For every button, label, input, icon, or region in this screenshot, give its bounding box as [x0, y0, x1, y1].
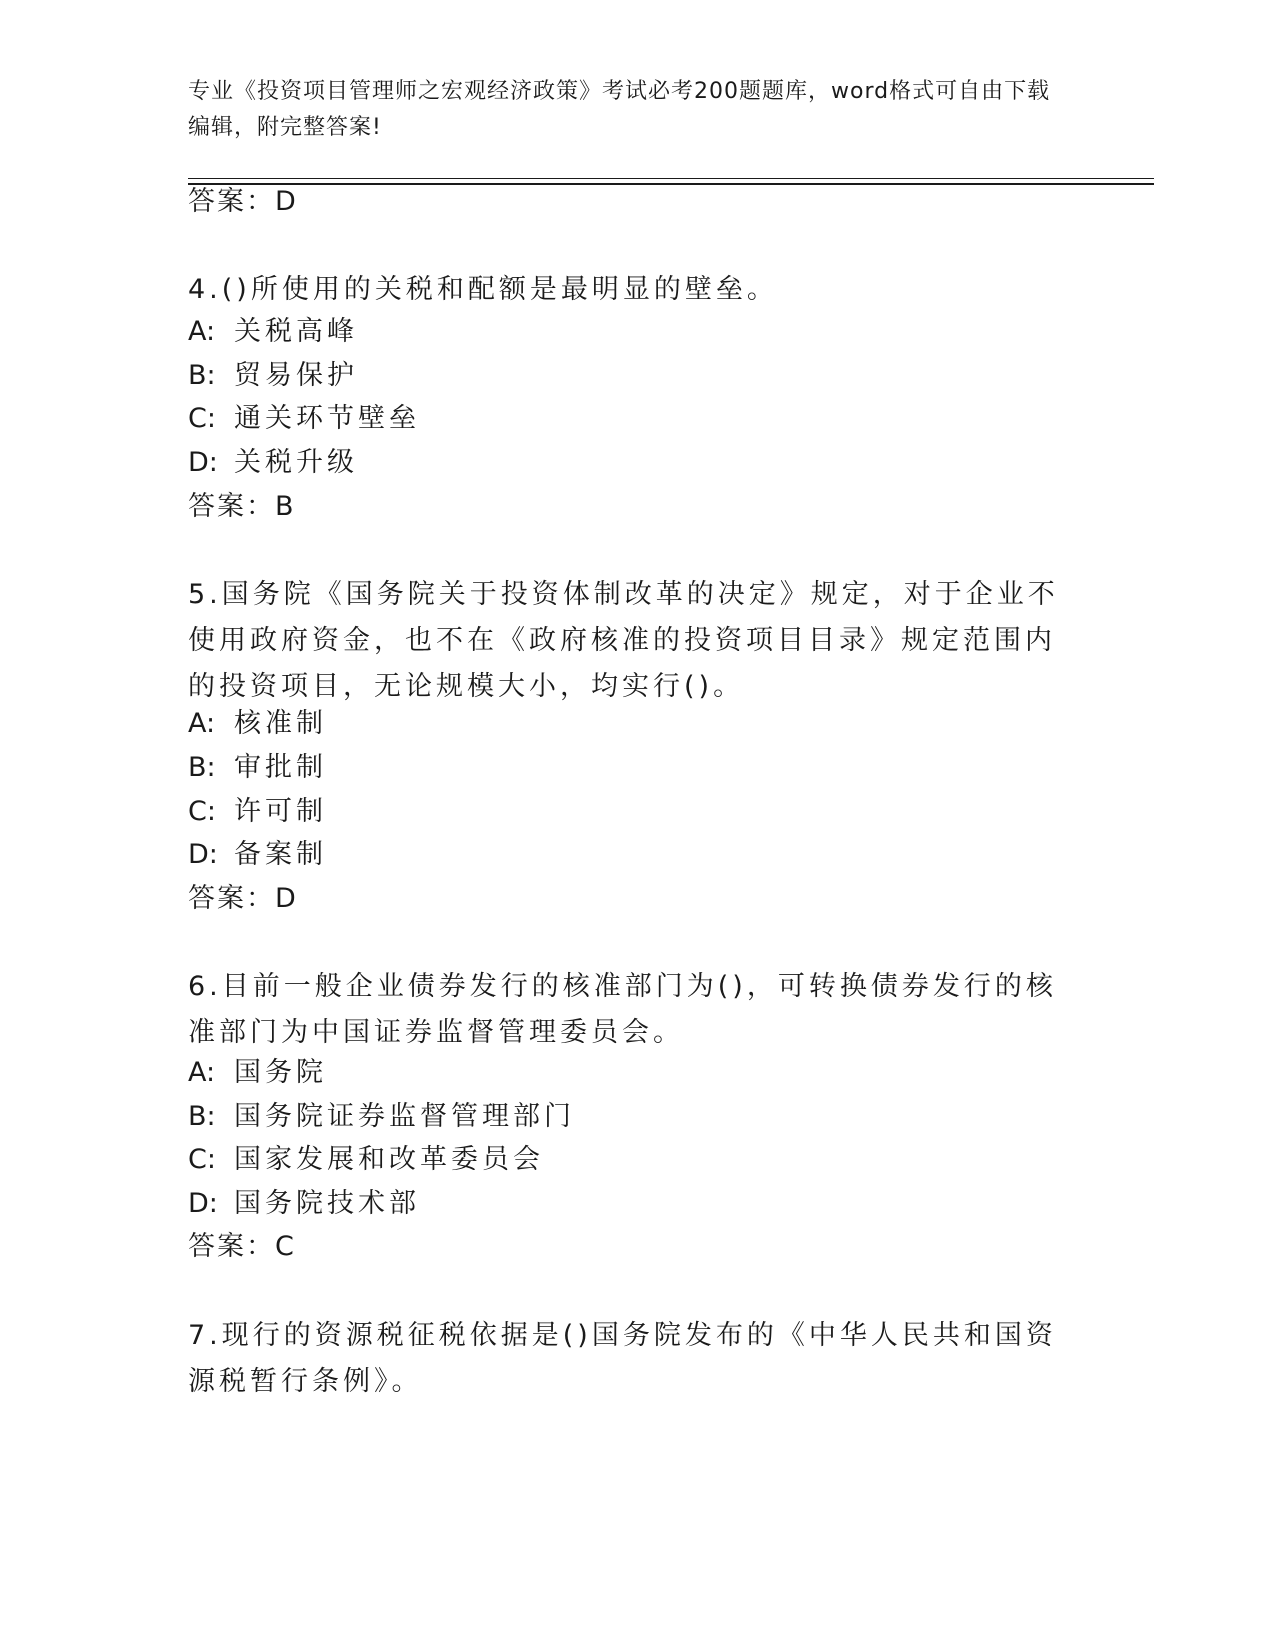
- option-letter: D:: [188, 447, 218, 478]
- option-letter: A:: [188, 316, 216, 347]
- option-text: 国务院技术部: [234, 1188, 420, 1219]
- option-text: 关税高峰: [234, 316, 358, 347]
- q4-option-b: [188, 356, 358, 396]
- option-letter: D:: [188, 1188, 218, 1219]
- header-rule-thin: [188, 178, 1154, 179]
- answer-previous: 答案：D: [188, 186, 298, 217]
- question-5: 5.国务院《国务院关于投资体制改革的决定》规定，对于企业不使用政府资金，也不在《政府核准的投资项目目录》规定范围内的投资项目，无论规模大小，均实行()。: [188, 579, 1059, 702]
- option-letter: B:: [188, 752, 216, 783]
- option-text: 通关环节壁垒: [234, 403, 420, 434]
- option-letter: C:: [188, 1144, 216, 1175]
- q5-option-b: [188, 748, 327, 788]
- option-letter: D:: [188, 839, 218, 870]
- option-letter: B:: [188, 360, 216, 391]
- q6-option-c: [188, 1140, 544, 1180]
- question-6: 6.目前一般企业债券发行的核准部门为()，可转换债券发行的核准部门为中国证券监督管理委员会。: [188, 971, 1057, 1048]
- question-4: 4.()所使用的关税和配额是最明显的壁垒。: [188, 274, 778, 305]
- option-text: 审批制: [234, 752, 327, 783]
- q5-option-d: [188, 835, 327, 875]
- option-letter: C:: [188, 403, 216, 434]
- q4-option-c: [188, 399, 420, 439]
- header-rule-thick: [188, 183, 1154, 185]
- option-text: 国务院: [234, 1057, 327, 1088]
- q5-answer: 答案：D: [188, 883, 298, 914]
- option-text: 核准制: [234, 708, 327, 739]
- option-letter: A:: [188, 1057, 216, 1088]
- q6-option-b: [188, 1097, 575, 1137]
- option-text: 贸易保护: [234, 360, 358, 391]
- option-text: 关税升级: [234, 447, 358, 478]
- option-letter: B:: [188, 1101, 216, 1132]
- document-header: 专业《投资项目管理师之宏观经济政策》考试必考200题题库，word格式可自由下载编辑，附完整答案!: [188, 79, 1051, 140]
- option-letter: C:: [188, 796, 216, 827]
- q4-option-a: [188, 312, 358, 352]
- q5-option-a: [188, 704, 327, 744]
- option-text: 许可制: [234, 796, 327, 827]
- option-text: 国家发展和改革委员会: [234, 1144, 544, 1175]
- option-text: 国务院证券监督管理部门: [234, 1101, 575, 1132]
- q6-option-d: [188, 1184, 420, 1224]
- q5-option-c: [188, 792, 327, 832]
- q6-option-a: [188, 1053, 327, 1093]
- q4-option-d: [188, 443, 358, 483]
- question-7: 7.现行的资源税征税依据是()国务院发布的《中华人民共和国资源税暂行条例》。: [188, 1320, 1057, 1397]
- option-letter: A:: [188, 708, 216, 739]
- q4-answer: 答案：B: [188, 491, 296, 522]
- q6-answer: 答案：C: [188, 1231, 296, 1262]
- option-text: 备案制: [234, 839, 327, 870]
